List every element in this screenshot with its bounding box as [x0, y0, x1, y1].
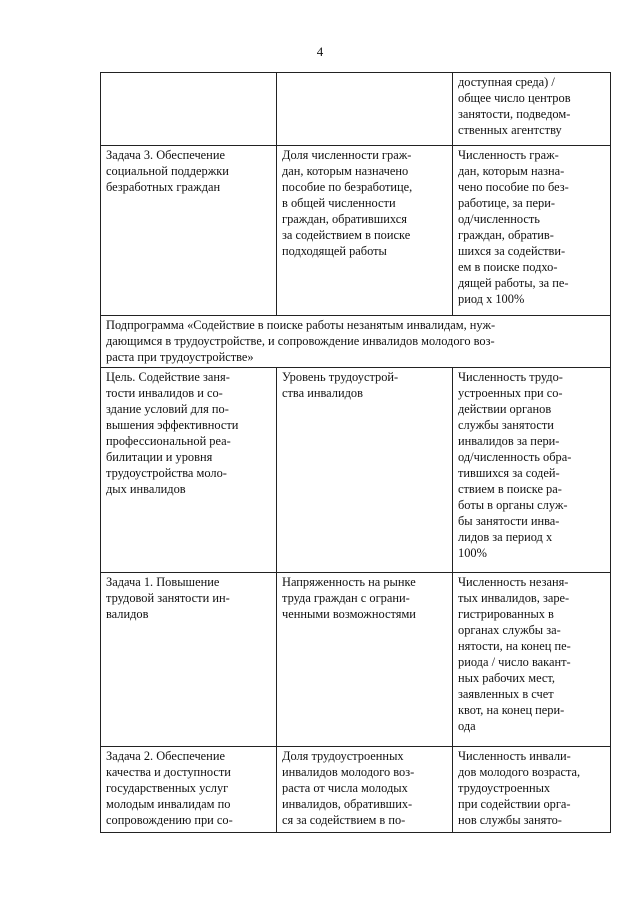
indicator-cell: Уровень трудоустрой- ства инвалидов	[277, 368, 453, 573]
task-cell: Задача 3. Обеспечение социальной поддержки безработных граждан	[101, 146, 277, 316]
formula-cell: Численность инвали- дов молодого возраста, трудоустроенных при содействии орга- нов службы занято-	[453, 747, 611, 833]
task-cell: Цель. Содействие заня- тости инвалидов и со- здание условий для по- вышения эффективности профессиональной реа- билитации и уровня трудоустройства моло- дых инвалидов	[101, 368, 277, 573]
task-cell	[101, 73, 277, 146]
task-cell: Задача 2. Обеспечение качества и доступности государственных услуг молодым инвалидам по сопровождению при со-	[101, 747, 277, 833]
indicator-cell	[277, 73, 453, 146]
formula-cell: Численность незаня- тых инвалидов, заре- гистрированных в органах службы за- нятости, на конец пе- риода / число вакант- ных рабочих мест, заявленных в счет квот, на конец пери- ода	[453, 573, 611, 747]
indicators-table	[100, 72, 611, 833]
table-row	[101, 747, 611, 833]
indicator-cell: Доля численности граж- дан, которым назначено пособие по безработице, в общей численности граждан, обратившихся за содействием в поиске подходящей работы	[277, 146, 453, 316]
page-number: 4	[316, 44, 324, 59]
table-row	[101, 146, 611, 316]
subprogram-title: Подпрограмма «Содействие в поиске работы незанятым инвалидам, нуж- дающимся в трудоустройстве, и сопровождение инвалидов молодого воз- раста при трудоустройстве»	[101, 316, 611, 368]
indicator-cell: Доля трудоустроенных инвалидов молодого воз- раста от числа молодых инвалидов, обративших- ся за содействием в по-	[277, 747, 453, 833]
task-cell: Задача 1. Повышение трудовой занятости ин- валидов	[101, 573, 277, 747]
table-row	[101, 73, 611, 146]
formula-cell: Численность трудо- устроенных при со- действии органов службы занятости инвалидов за пери- од/численность обра- тившихся за содей- ствием в поиске ра- боты в органы служ- бы занятости инва- лидов за период х 100%	[453, 368, 611, 573]
formula-cell: Численность граж- дан, которым назна- чено пособие по без- работице, за пери- од/численность граждан, обратив- шихся за содействи- ем в поиске подхо- дящей работы, за пе- риод х 100%	[453, 146, 611, 316]
table-row	[101, 573, 611, 747]
table-row	[101, 368, 611, 573]
subprogram-row	[101, 316, 611, 368]
formula-cell: доступная среда) / общее число центров занятости, подведом- ственных агентству	[453, 73, 611, 146]
indicator-cell: Напряженность на рынке труда граждан с ограни- ченными возможностями	[277, 573, 453, 747]
